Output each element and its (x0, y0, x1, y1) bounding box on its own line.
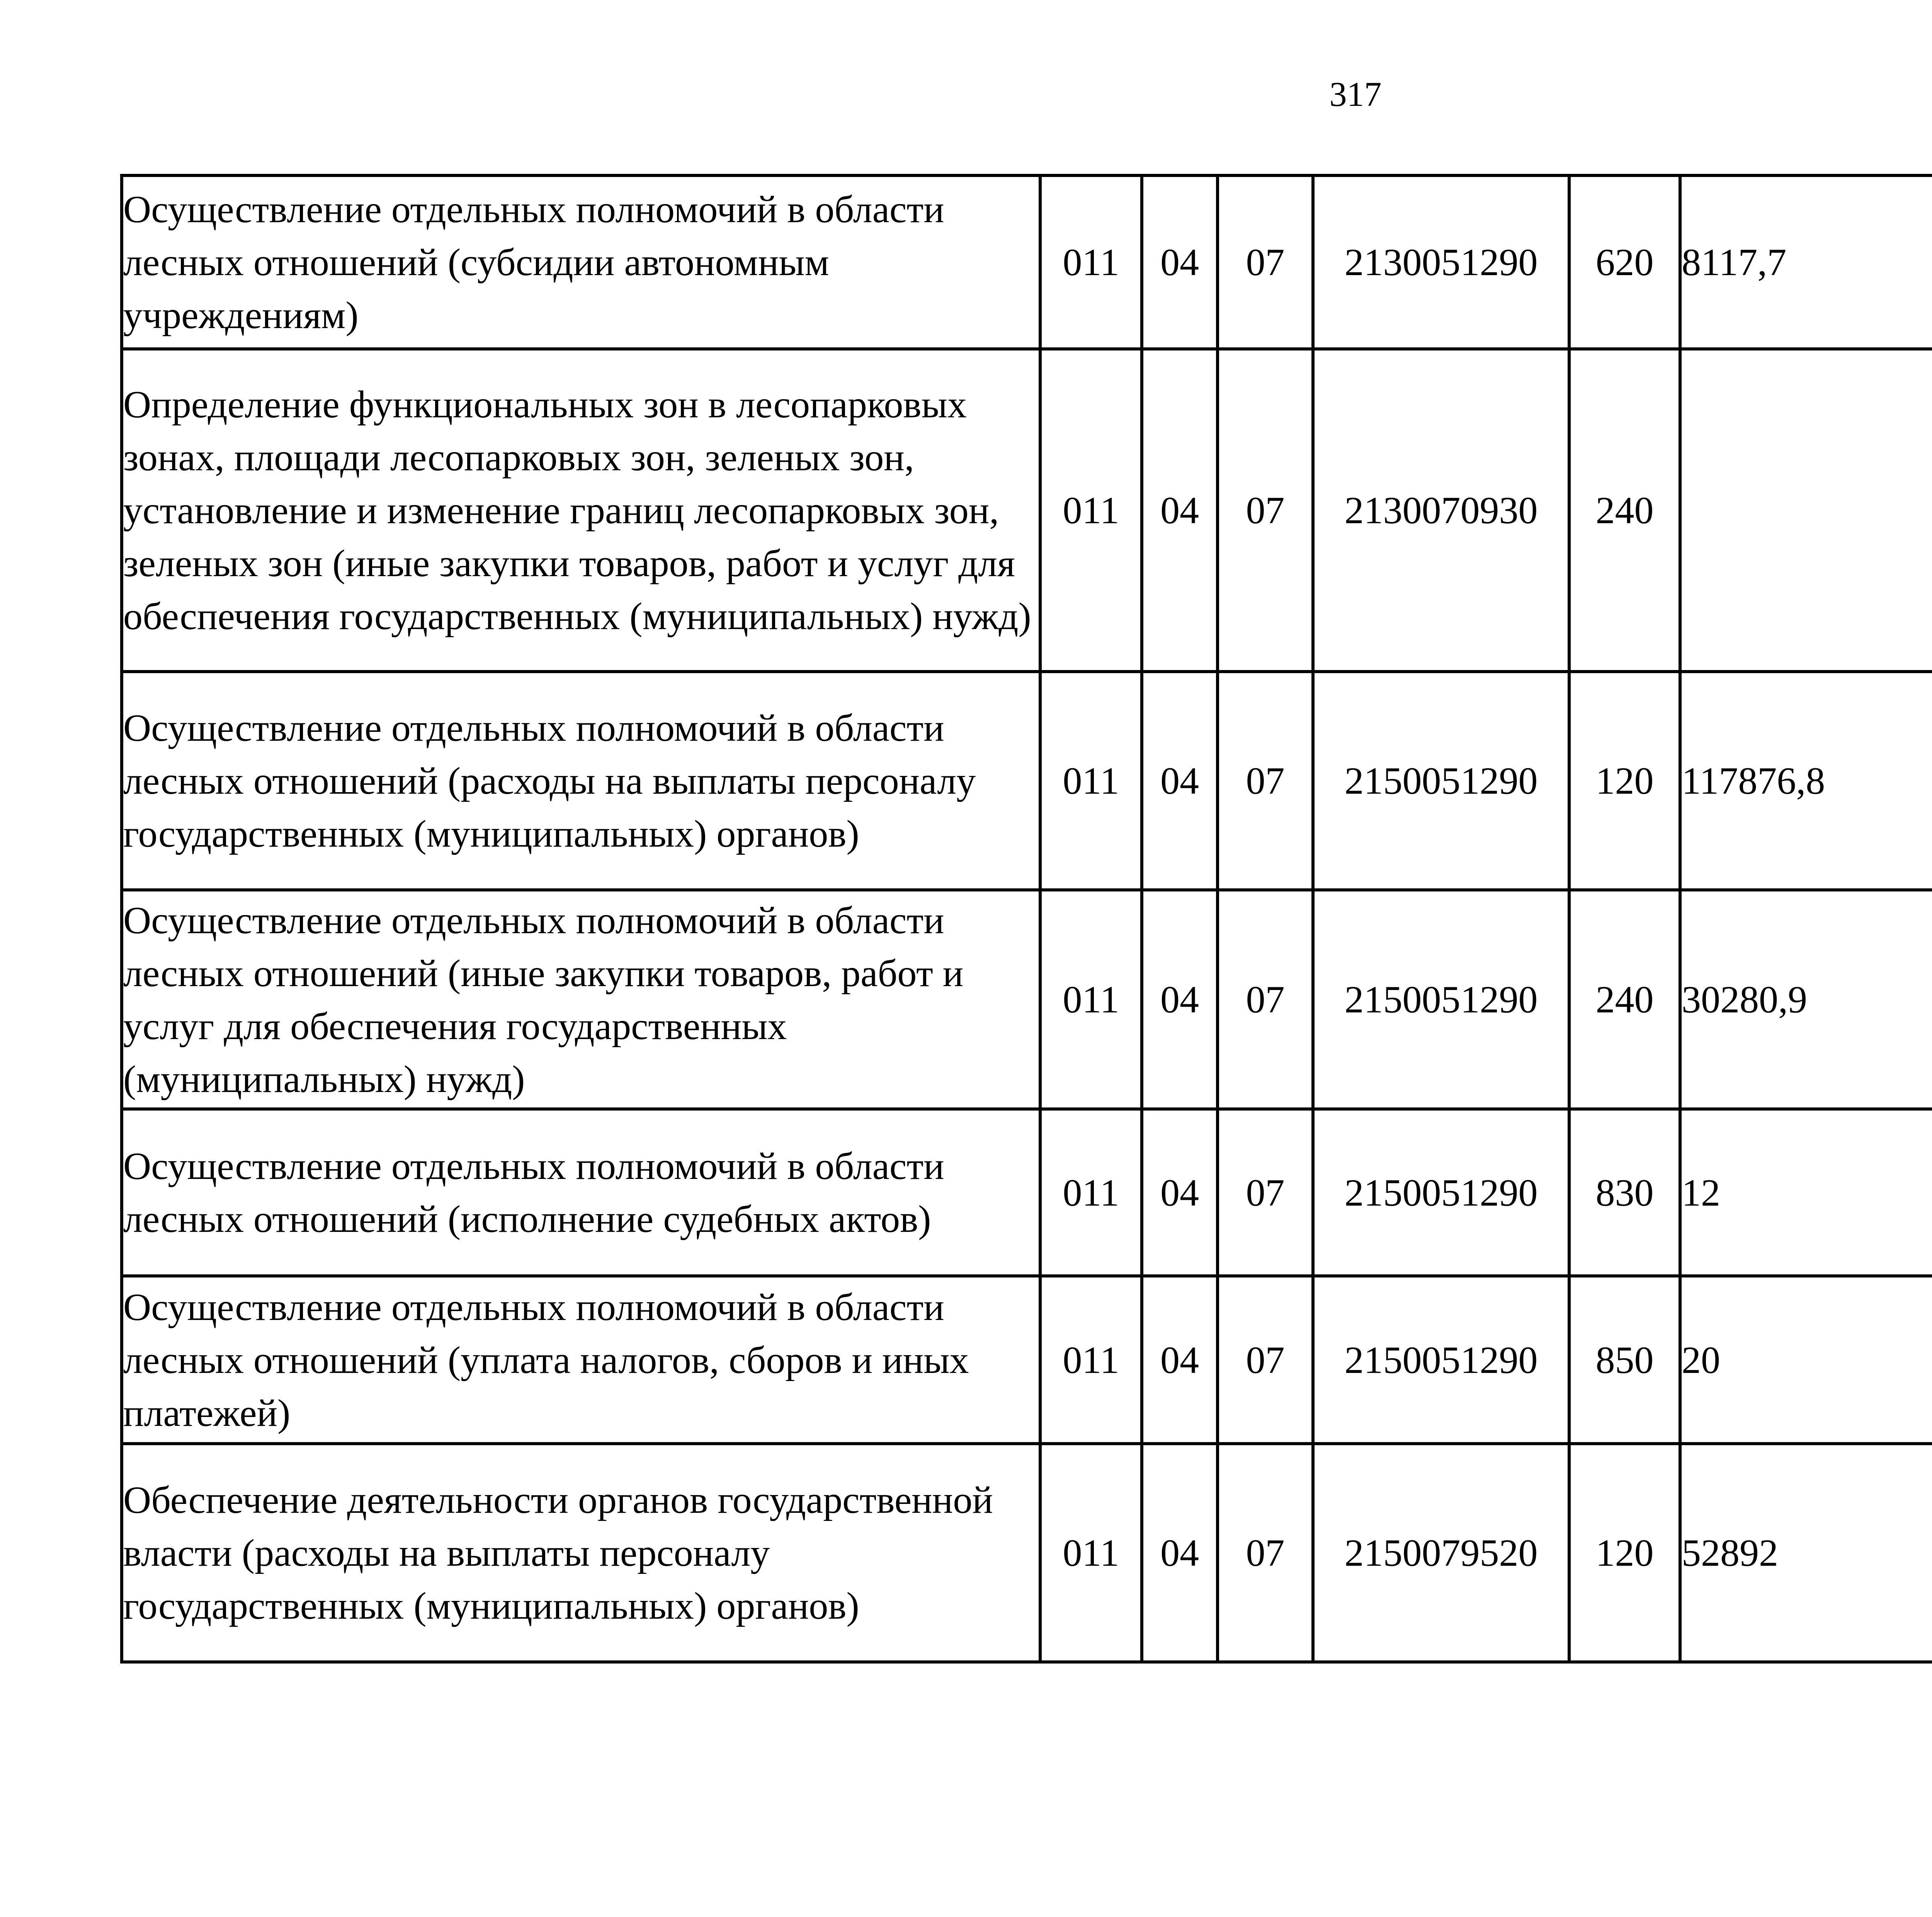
ministry-code: 011 (1040, 890, 1142, 1109)
subsection-code: 07 (1218, 1276, 1313, 1444)
subsection-code: 07 (1218, 1444, 1313, 1662)
table-row (122, 349, 1932, 672)
table-row (122, 1444, 1932, 1662)
subsection-code: 07 (1218, 175, 1313, 349)
section-code: 04 (1142, 672, 1218, 890)
target-article-code: 2150051290 (1313, 1109, 1569, 1276)
expense-type-code: 830 (1569, 1109, 1680, 1276)
target-article-code: 2150051290 (1313, 890, 1569, 1109)
subsection-code: 07 (1218, 1109, 1313, 1276)
target-article-code: 2150051290 (1313, 1276, 1569, 1444)
section-code: 04 (1142, 1276, 1218, 1444)
section-code: 04 (1142, 1444, 1218, 1662)
subsection-code: 07 (1218, 672, 1313, 890)
table-row (122, 1109, 1932, 1276)
ministry-code: 011 (1040, 349, 1142, 672)
amount-cell: 117876,8 (1680, 672, 1932, 890)
section-code: 04 (1142, 890, 1218, 1109)
amount-cell: 52892 (1680, 1444, 1932, 1662)
row-description: Осуществление отдельных полномочий в области лесных отношений (расходы на выплаты персоналу государственных (муниципальных) органов) (122, 672, 1040, 890)
section-code: 04 (1142, 349, 1218, 672)
amount-cell: 20 (1680, 1276, 1932, 1444)
amount-cell: 12 (1680, 1109, 1932, 1276)
row-description: Осуществление отдельных полномочий в области лесных отношений (исполнение судебных актов) (122, 1109, 1040, 1276)
section-code: 04 (1142, 175, 1218, 349)
expense-type-code: 620 (1569, 175, 1680, 349)
subsection-code: 07 (1218, 890, 1313, 1109)
target-article-code: 2130051290 (1313, 175, 1569, 349)
subsection-code: 07 (1218, 349, 1313, 672)
table-row (122, 890, 1932, 1109)
expense-type-code: 240 (1569, 349, 1680, 672)
ministry-code: 011 (1040, 175, 1142, 349)
table-row (122, 672, 1932, 890)
page-number: 317 (1329, 75, 1382, 114)
ministry-code: 011 (1040, 1276, 1142, 1444)
amount-cell (1680, 349, 1932, 672)
expense-type-code: 850 (1569, 1276, 1680, 1444)
table-row (122, 1276, 1932, 1444)
amount-cell: 8117,7 (1680, 175, 1932, 349)
target-article-code: 2150079520 (1313, 1444, 1569, 1662)
amount-cell: 30280,9 (1680, 890, 1932, 1109)
row-description: Определение функциональных зон в лесопарковых зонах, площади лесопарковых зон, зеленых зон, установление и изменение границ лесопарковых зон, зеленых зон (иные закупки товаров, работ и услуг для обеспечения государственных (муниципальных) нужд) (122, 349, 1040, 672)
section-code: 04 (1142, 1109, 1218, 1276)
ministry-code: 011 (1040, 672, 1142, 890)
expense-type-code: 240 (1569, 890, 1680, 1109)
budget-table (120, 174, 1932, 1664)
target-article-code: 2130070930 (1313, 349, 1569, 672)
row-description: Осуществление отдельных полномочий в области лесных отношений (субсидии автономным учреждениям) (122, 175, 1040, 349)
table-row (122, 175, 1932, 349)
row-description: Осуществление отдельных полномочий в области лесных отношений (уплата налогов, сборов и иных платежей) (122, 1276, 1040, 1444)
row-description: Осуществление отдельных полномочий в области лесных отношений (иные закупки товаров, работ и услуг для обеспечения государственных (муниципальных) нужд) (122, 890, 1040, 1109)
expense-type-code: 120 (1569, 1444, 1680, 1662)
target-article-code: 2150051290 (1313, 672, 1569, 890)
row-description: Обеспечение деятельности органов государственной власти (расходы на выплаты персоналу государственных (муниципальных) органов) (122, 1444, 1040, 1662)
ministry-code: 011 (1040, 1109, 1142, 1276)
expense-type-code: 120 (1569, 672, 1680, 890)
ministry-code: 011 (1040, 1444, 1142, 1662)
